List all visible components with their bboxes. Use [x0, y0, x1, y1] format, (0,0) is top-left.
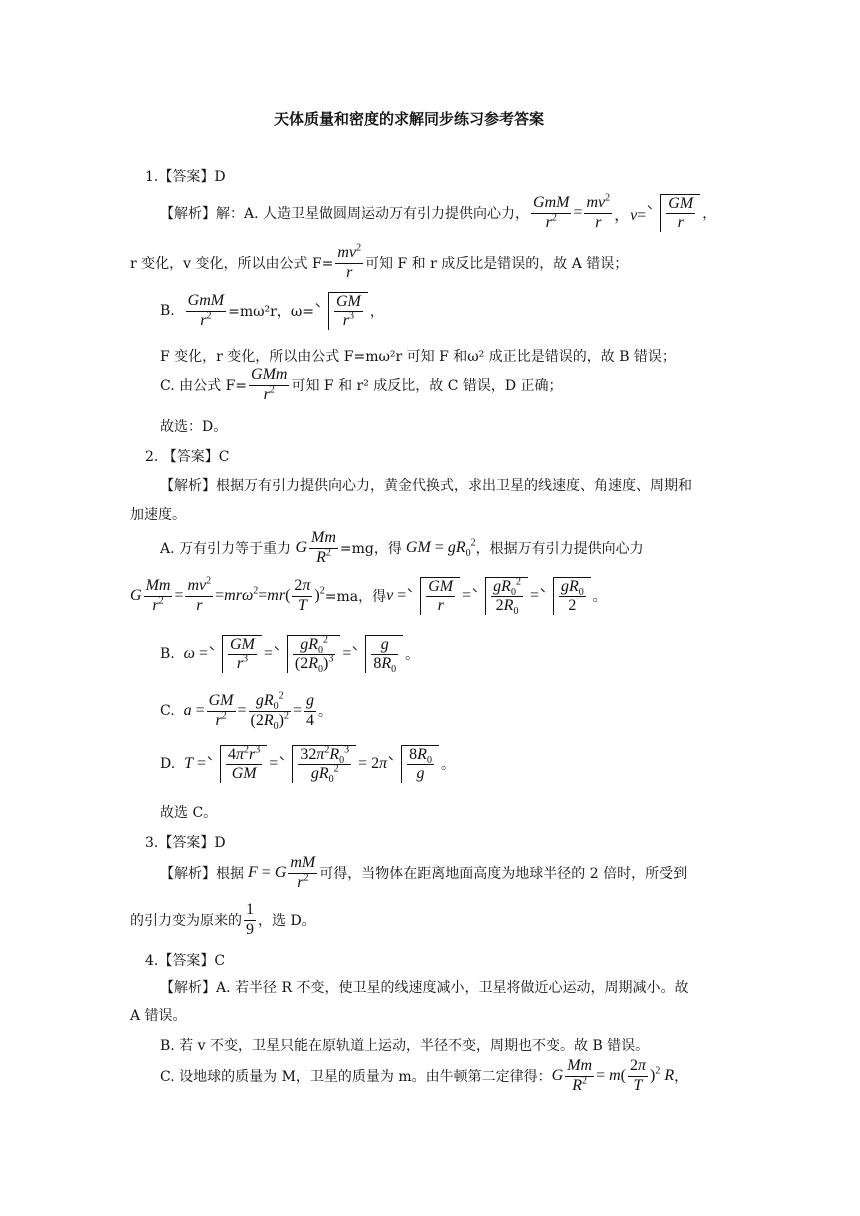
- q2-line-a1: A. 万有引力等于重力 G $\frac{Mm}{R^2}$ =mg，得 GM = $gR_0^2$ ，根据万有引力提供向心力: [160, 529, 644, 566]
- answer-1: 1.【答案】D: [145, 169, 226, 185]
- q3-line1: 【解析】根据 F = G $\frac{mM}{r^2}$ 可得，当物体在距离地面高度为地球半径的 2 倍时，所受到: [160, 854, 688, 891]
- q2-line-d: D. T = $\frac{4\pi^2r^3}{GM}$ = $\frac{32\pi^2R_0^3}{gR_0^2}$ = 2π $\frac{8R_0}{g}$ 。: [160, 744, 455, 786]
- answer-2: 2. 【答案】C: [145, 449, 230, 465]
- q1-line6: 故选：D。: [160, 419, 228, 435]
- q1-line1: 【解析】解：A. 人造卫星做圆周运动万有引力提供向心力， $\frac{\text{GmM}}{r^2}$ = $\frac{mv^2}{r}$ ，v= $\frac{GM}{r}$ ，: [160, 192, 717, 231]
- q1-line2: r 变化，v 变化，所以由公式 F= $\frac{mv^2}{r}$ 可知 F 和 r 成反比是错误的，故 A 错误；: [130, 242, 629, 281]
- answer-4: 4.【答案】C: [145, 953, 226, 969]
- q4-line3: B. 若 v 不变，卫星只能在原轨道上运动，半径不变，周期也不变。故 B 错误。: [160, 1038, 650, 1054]
- q4-line1: 【解析】A. 若半径 R 不变，使卫星的线速度减小，卫星将做近心运动，周期减小。故: [160, 980, 689, 996]
- q1-line4: F 变化，r 变化，所以由公式 F=mω²r 可知 F 和ω² 成正比是错误的，故 B 错误；: [160, 349, 676, 365]
- q3-line2: 的引力变为原来的 $\frac{1}{9}$ ，选 D。: [130, 901, 316, 938]
- q2-line-b: B. ω = $\frac{GM}{r^3}$ = $\frac{gR_0^2}{(2R_0)^3}$ = $\frac{g}{8R_0}$ 。: [160, 634, 420, 676]
- q1-line3: B. $\frac{\text{GmM}}{r^2}$ =mω²r，ω= $\frac{GM}{r^3}$ ，: [160, 292, 384, 329]
- page-title: 天体质量和密度的求解同步练习参考答案: [274, 110, 545, 128]
- q2-line1: 【解析】根据万有引力提供向心力，黄金代换式，求出卫星的线速度、角速度、周期和: [160, 478, 692, 494]
- q4-line4: C. 设地球的质量为 M，卫星的质量为 m。由牛顿第二定律得： G $\frac{Mm}{R^2}$ = m( $\frac{2\pi}{T}$ )$^2$ R ，: [160, 1057, 689, 1094]
- q2-line-c: C. a = $\frac{GM}{r^2}$ = $\frac{gR_0^2}{(2R_0)^2}$ = $\frac{g}{4}$ 。: [160, 690, 332, 732]
- q4-line2: A 错误。: [130, 1008, 187, 1024]
- q1-line5: C. 由公式 F= $\frac{\text{GMm}}{r^2}$ 可知 F 和 r² 成反比，故 C 错误，D 正确；: [160, 366, 563, 403]
- q2-end: 故选 C。: [160, 805, 218, 821]
- answer-3: 3.【答案】D: [145, 835, 226, 851]
- q2-line-a2: G $\frac{Mm}{r^2}$ = $\frac{mv^2}{r}$ =mrω$^2$=mr( $\frac{2\pi}{T}$ )$^2$ =ma，得 v = $\frac{GM}{r}$ = $\frac{gR_0^2}{2R_0}$ = $\frac{gR_0}{2}$ 。: [130, 575, 607, 618]
- q2-line2: 加速度。: [130, 507, 186, 523]
